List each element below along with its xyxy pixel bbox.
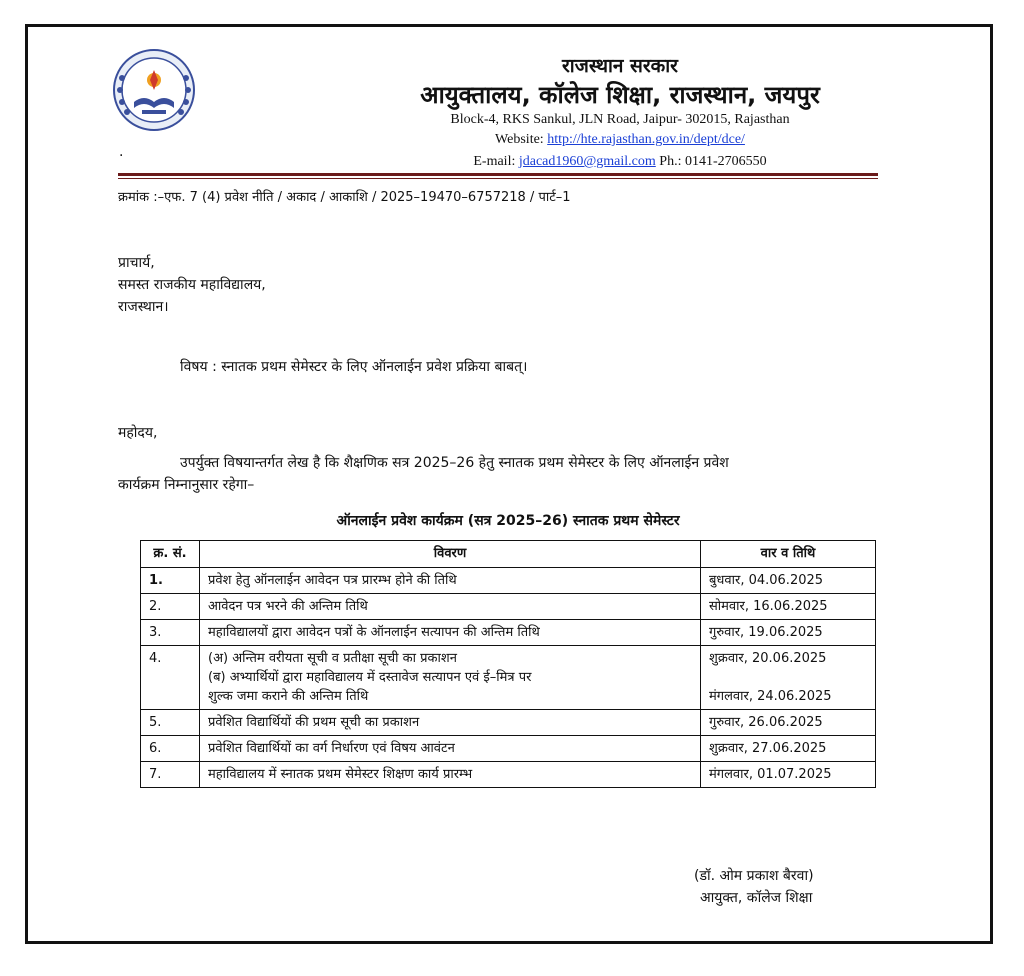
website-line bbox=[360, 132, 880, 148]
body-line-1: उपर्युक्त विषयान्तर्गत लेख है कि शैक्षणिक सत्र 2025–26 हेतु स्नातक प्रथम सेमेस्टर के लिए ऑनलाईन प्रवेश bbox=[180, 455, 729, 471]
table-caption: ऑनलाईन प्रवेश कार्यक्रम (सत्र 2025–26) स्नातक प्रथम सेमेस्टर bbox=[336, 513, 680, 529]
date-cell bbox=[701, 646, 876, 710]
description-cell: महाविद्यालयों द्वारा आवेदन पत्रों के ऑनलाईन सत्यापन की अन्तिम तिथि bbox=[200, 620, 701, 646]
department-emblem-icon bbox=[112, 48, 196, 132]
serial-cell: 5. bbox=[141, 710, 200, 736]
reference-number: क्रमांक :–एफ. 7 (4) प्रवेश नीति / अकाद / आकाशि / 2025–19470–6757218 / पार्ट–1 bbox=[118, 190, 571, 205]
column-header-serial: क्र. सं. bbox=[141, 541, 200, 568]
office-name: आयुक्तालय, कॉलेज शिक्षा, राजस्थान, जयपुर bbox=[420, 81, 820, 109]
date-cell: गुरुवार, 26.06.2025 bbox=[701, 710, 876, 736]
email-label: E-mail: bbox=[473, 154, 516, 169]
column-header-description: विवरण bbox=[200, 541, 701, 568]
description-part-b-line-2: शुल्क जमा कराने की अन्तिम तिथि bbox=[208, 689, 369, 704]
salutation: महोदय, bbox=[118, 425, 158, 441]
date-part-b: मंगलवार, 24.06.2025 bbox=[709, 689, 832, 704]
table-row bbox=[141, 736, 876, 762]
description-part-a: (अ) अन्तिम वरीयता सूची व प्रतीक्षा सूची का प्रकाशन bbox=[208, 651, 457, 666]
date-cell: शुक्रवार, 27.06.2025 bbox=[701, 736, 876, 762]
stray-dot: . bbox=[119, 144, 124, 160]
government-name: राजस्थान सरकार bbox=[562, 55, 678, 77]
table-row bbox=[141, 710, 876, 736]
table-row bbox=[141, 646, 876, 710]
serial-cell: 1. bbox=[141, 568, 200, 594]
description-cell: प्रवेशित विद्यार्थियों की प्रथम सूची का प्रकाशन bbox=[200, 710, 701, 736]
table-row bbox=[141, 620, 876, 646]
description-part-b-line-1: (ब) अभ्यार्थियों द्वारा महाविद्यालय में दस्तावेज सत्यापन एवं ई–मित्र पर bbox=[208, 670, 532, 685]
column-header-date: वार व तिथि bbox=[701, 541, 876, 568]
description-cell: प्रवेश हेतु ऑनलाईन आवेदन पत्र प्रारम्भ होने की तिथि bbox=[200, 568, 701, 594]
serial-cell: 6. bbox=[141, 736, 200, 762]
addressee-line-2: समस्त राजकीय महाविद्यालय, bbox=[118, 277, 266, 293]
date-cell: बुधवार, 04.06.2025 bbox=[701, 568, 876, 594]
date-cell: मंगलवार, 01.07.2025 bbox=[701, 762, 876, 788]
serial-cell: 4. bbox=[141, 646, 200, 710]
header-rule-thick bbox=[118, 173, 878, 176]
table-row bbox=[141, 568, 876, 594]
serial-cell: 3. bbox=[141, 620, 200, 646]
description-cell: प्रवेशित विद्यार्थियों का वर्ग निर्धारण एवं विषय आवंटन bbox=[200, 736, 701, 762]
office-address: Block-4, RKS Sankul, JLN Road, Jaipur- 302015, Rajasthan bbox=[450, 112, 790, 127]
phone-number: Ph.: 0141-2706550 bbox=[659, 154, 767, 169]
signatory-name: (डॉ. ओम प्रकाश बैरवा) bbox=[694, 868, 814, 884]
website-link[interactable]: http://hte.rajasthan.gov.in/dept/dce/ bbox=[547, 132, 745, 147]
contact-line bbox=[360, 154, 880, 170]
date-cell: गुरुवार, 19.06.2025 bbox=[701, 620, 876, 646]
email-link[interactable]: jdacad1960@gmail.com bbox=[518, 154, 656, 169]
letter-subject: विषय : स्नातक प्रथम सेमेस्टर के लिए ऑनलाईन प्रवेश प्रक्रिया बाबत्। bbox=[180, 359, 528, 375]
admission-schedule-table bbox=[140, 540, 876, 788]
description-cell: आवेदन पत्र भरने की अन्तिम तिथि bbox=[200, 594, 701, 620]
serial-cell: 2. bbox=[141, 594, 200, 620]
serial-cell: 7. bbox=[141, 762, 200, 788]
header-rule-thin bbox=[118, 178, 878, 179]
date-cell: सोमवार, 16.06.2025 bbox=[701, 594, 876, 620]
table-row bbox=[141, 762, 876, 788]
addressee-line-3: राजस्थान। bbox=[118, 299, 169, 315]
description-cell: महाविद्यालय में स्नातक प्रथम सेमेस्टर शिक्षण कार्य प्रारम्भ bbox=[200, 762, 701, 788]
table-row bbox=[141, 594, 876, 620]
body-line-2: कार्यक्रम निम्नानुसार रहेगा– bbox=[118, 477, 255, 493]
date-part-a: शुक्रवार, 20.06.2025 bbox=[709, 651, 827, 666]
website-label: Website: bbox=[495, 132, 544, 147]
signatory-designation: आयुक्त, कॉलेज शिक्षा bbox=[700, 890, 813, 906]
table-header-row bbox=[141, 541, 876, 568]
description-cell bbox=[200, 646, 701, 710]
addressee-line-1: प्राचार्य, bbox=[118, 255, 155, 271]
